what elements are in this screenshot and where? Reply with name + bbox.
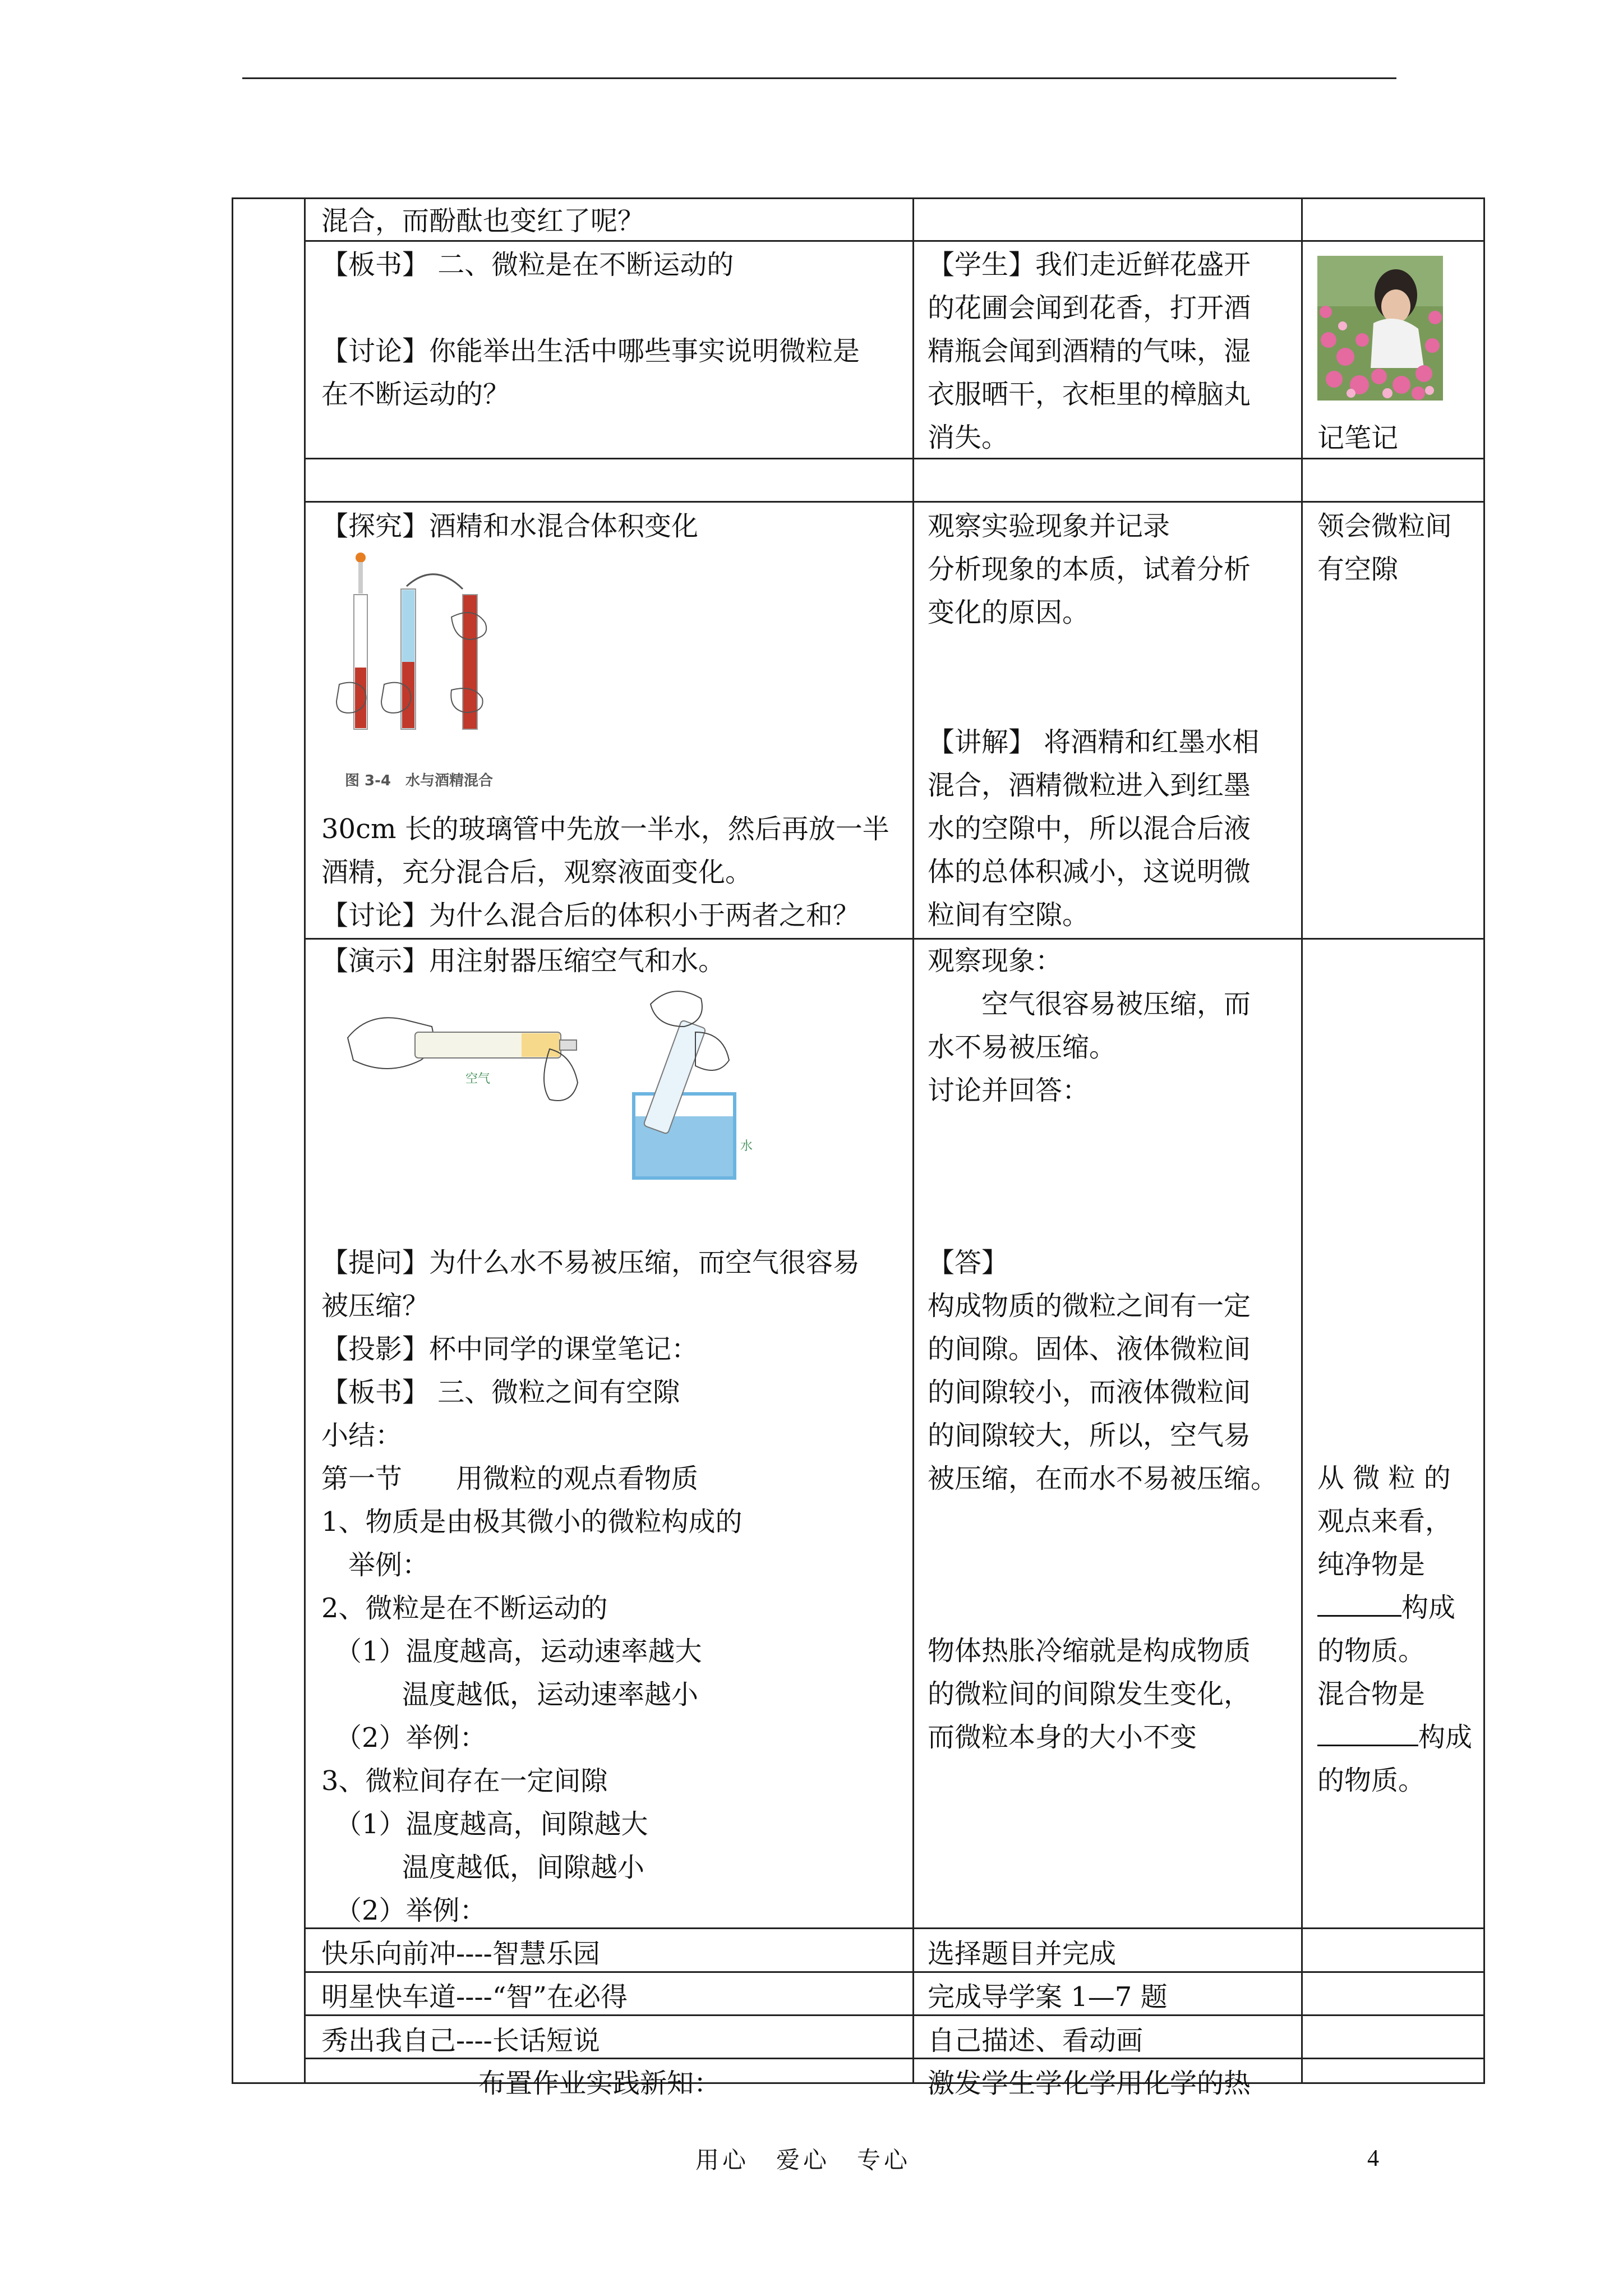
r7-teacher-text: 明星快车道----“智”在必得 xyxy=(321,1981,628,2013)
col-divider-1 xyxy=(304,197,306,2084)
r9-student-text: 激发学生学化学用化学的热 xyxy=(928,2068,1251,2099)
col-divider-3 xyxy=(1301,197,1303,2084)
row-line xyxy=(304,458,1485,459)
fill-blank[interactable] xyxy=(1317,1593,1401,1617)
table-border-bottom xyxy=(232,2082,1485,2084)
table-border-right xyxy=(1483,197,1485,2084)
alcohol-water-tubes-figure xyxy=(322,550,524,797)
r6-student-text: 选择题目并完成 xyxy=(928,1938,1117,1970)
r2-teacher-text: 【板书】 二、微粒是在不断运动的 【讨论】你能举出生活中哪些事实说明微粒是 在不断运动的？ xyxy=(321,249,860,410)
r5-teacher-body: 【提问】为什么水不易被压缩，而空气很容易 被压缩？ 【投影】杯中同学的课堂笔记： 【板书】 三、微粒之间有空隙 小结： 第一节 用微粒的观点看物质 1、物质是由极其微小的微粒构成的 举例： 2、微粒是在不断运动的 （1）温度越高，运动速率越大 温度越低，运动速率越小 （2）举例： 3、微粒间存在一定间隙 （1）温度越高，间隙越大 温度越低，间隙越小 （2）举例： xyxy=(321,1247,860,1926)
r8-teacher-text: 秀出我自己----长话短说 xyxy=(321,2025,600,2056)
r5-note: 从 微 粒 的 观点来看， 纯净物是 构成 的物质。 混合物是 构成 的物质。 xyxy=(1317,1462,1473,1796)
r5-student-conclusion: 物体热胀冷缩就是构成物质 的微粒间的间隙发生变化， 而微粒本身的大小不变 xyxy=(928,1635,1251,1753)
page-number: 4 xyxy=(1367,2146,1379,2171)
row-line xyxy=(304,501,1485,503)
r8-student-text: 自己描述、看动画 xyxy=(928,2025,1144,2056)
syringe-compression-figure xyxy=(336,982,763,1195)
table-border-left xyxy=(232,197,233,2084)
r2-note: 记笔记 xyxy=(1317,422,1399,454)
r5-teacher-title: 【演示】用注射器压缩空气和水。 xyxy=(321,945,726,977)
table-border-top xyxy=(232,197,1485,199)
footer-motto: 用心 爱心 专心 xyxy=(695,2146,911,2174)
fill-blank[interactable] xyxy=(1317,1722,1418,1746)
r4-student-top: 观察实验现象并记录 分析现象的本质，试着分析 变化的原因。 xyxy=(928,510,1251,628)
r6-teacher-text: 快乐向前冲----智慧乐园 xyxy=(321,1938,600,1970)
water-label: 水 xyxy=(740,1139,753,1153)
r7-student-text: 完成导学案 1—7 题 xyxy=(928,1981,1168,2013)
r1-teacher-text: 混合，而酚酞也变红了呢？ xyxy=(321,205,645,237)
r5-student-answer: 【答】 构成物质的微粒之间有一定 的间隙。固体、液体微粒间 的间隙较小，而液体微粒间 的间隙较大，所以，空气易 被压缩，在而水不易被压缩。 xyxy=(928,1247,1278,1494)
r4-student-explain: 【讲解】 将酒精和红墨水相 混合，酒精微粒进入到红墨 水的空隙中，所以混合后液 体的总体积减小，这说明微 粒间有空隙。 xyxy=(928,726,1260,931)
figure-caption: 图 3-4 水与酒精混合 xyxy=(345,772,494,789)
r5-student-observe: 观察现象： 空气很容易被压缩，而 水不易被压缩。 讨论并回答： xyxy=(928,945,1251,1106)
flower-garden-photo xyxy=(1317,256,1443,401)
r4-teacher-title: 【探究】酒精和水混合体积变化 xyxy=(321,510,699,542)
r4-note: 领会微粒间 有空隙 xyxy=(1317,510,1453,585)
air-label: 空气 xyxy=(465,1072,491,1086)
r2-student-text: 【学生】我们走近鲜花盛开 的花圃会闻到花香，打开酒 精瓶会闻到酒精的气味，湿 衣服晒干，衣柜里的樟脑丸 消失。 xyxy=(928,249,1251,453)
col-divider-2 xyxy=(912,197,914,2084)
header-rule xyxy=(242,77,1396,79)
r4-teacher-body: 30cm 长的玻璃管中先放一半水，然后再放一半 酒精，充分混合后，观察液面变化。 【讨论】为什么混合后的体积小于两者之和？ xyxy=(321,813,889,931)
r9-teacher-text: 布置作业实践新知： xyxy=(478,2068,721,2099)
